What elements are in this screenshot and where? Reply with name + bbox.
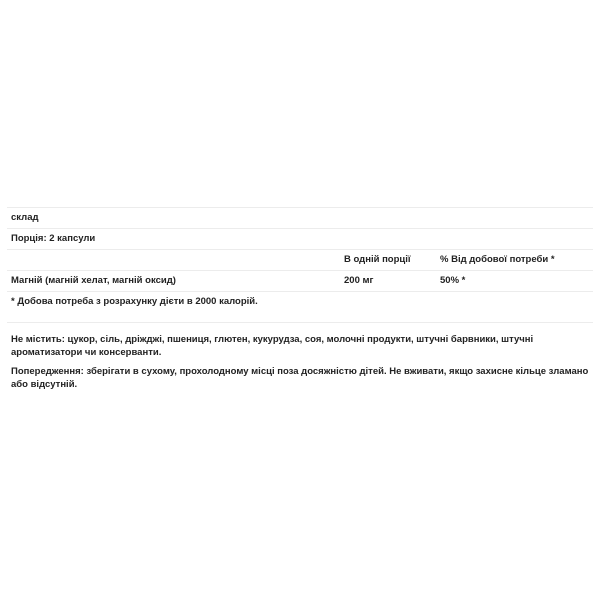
table-row (7, 270, 593, 291)
supplement-facts-table (7, 207, 593, 323)
ingredient-daily-value: 50% * (440, 275, 466, 286)
table-header-row (7, 249, 593, 270)
serving-size: Порція: 2 капсули (11, 233, 96, 244)
warning-note: Попередження: зберігати в сухому, прохолодному місці поза досяжністю дітей. Не вживати, якщо захисне кільце зламано або відсутній. (11, 366, 589, 390)
table-footnote: * Добова потреба з розрахунку дієти в 2000 калорій. (11, 296, 258, 307)
ingredient-amount: 200 мг (344, 275, 374, 286)
header-per-serving: В одній порції (344, 254, 411, 265)
serving-row (7, 228, 593, 249)
ingredient-name: Магній (магній хелат, магній оксид) (11, 275, 176, 286)
table-title: склад (11, 212, 39, 223)
table-title-row (7, 207, 593, 228)
does-not-contain-note: Не містить: цукор, сіль, дріжджі, пшениця, глютен, кукурудза, соя, молочні продукти, штучні барвники, штучні ароматизатори чи консерванти. (11, 334, 534, 358)
table-footnote-row (7, 291, 593, 323)
header-daily-value: % Від добової потреби * (440, 254, 555, 265)
